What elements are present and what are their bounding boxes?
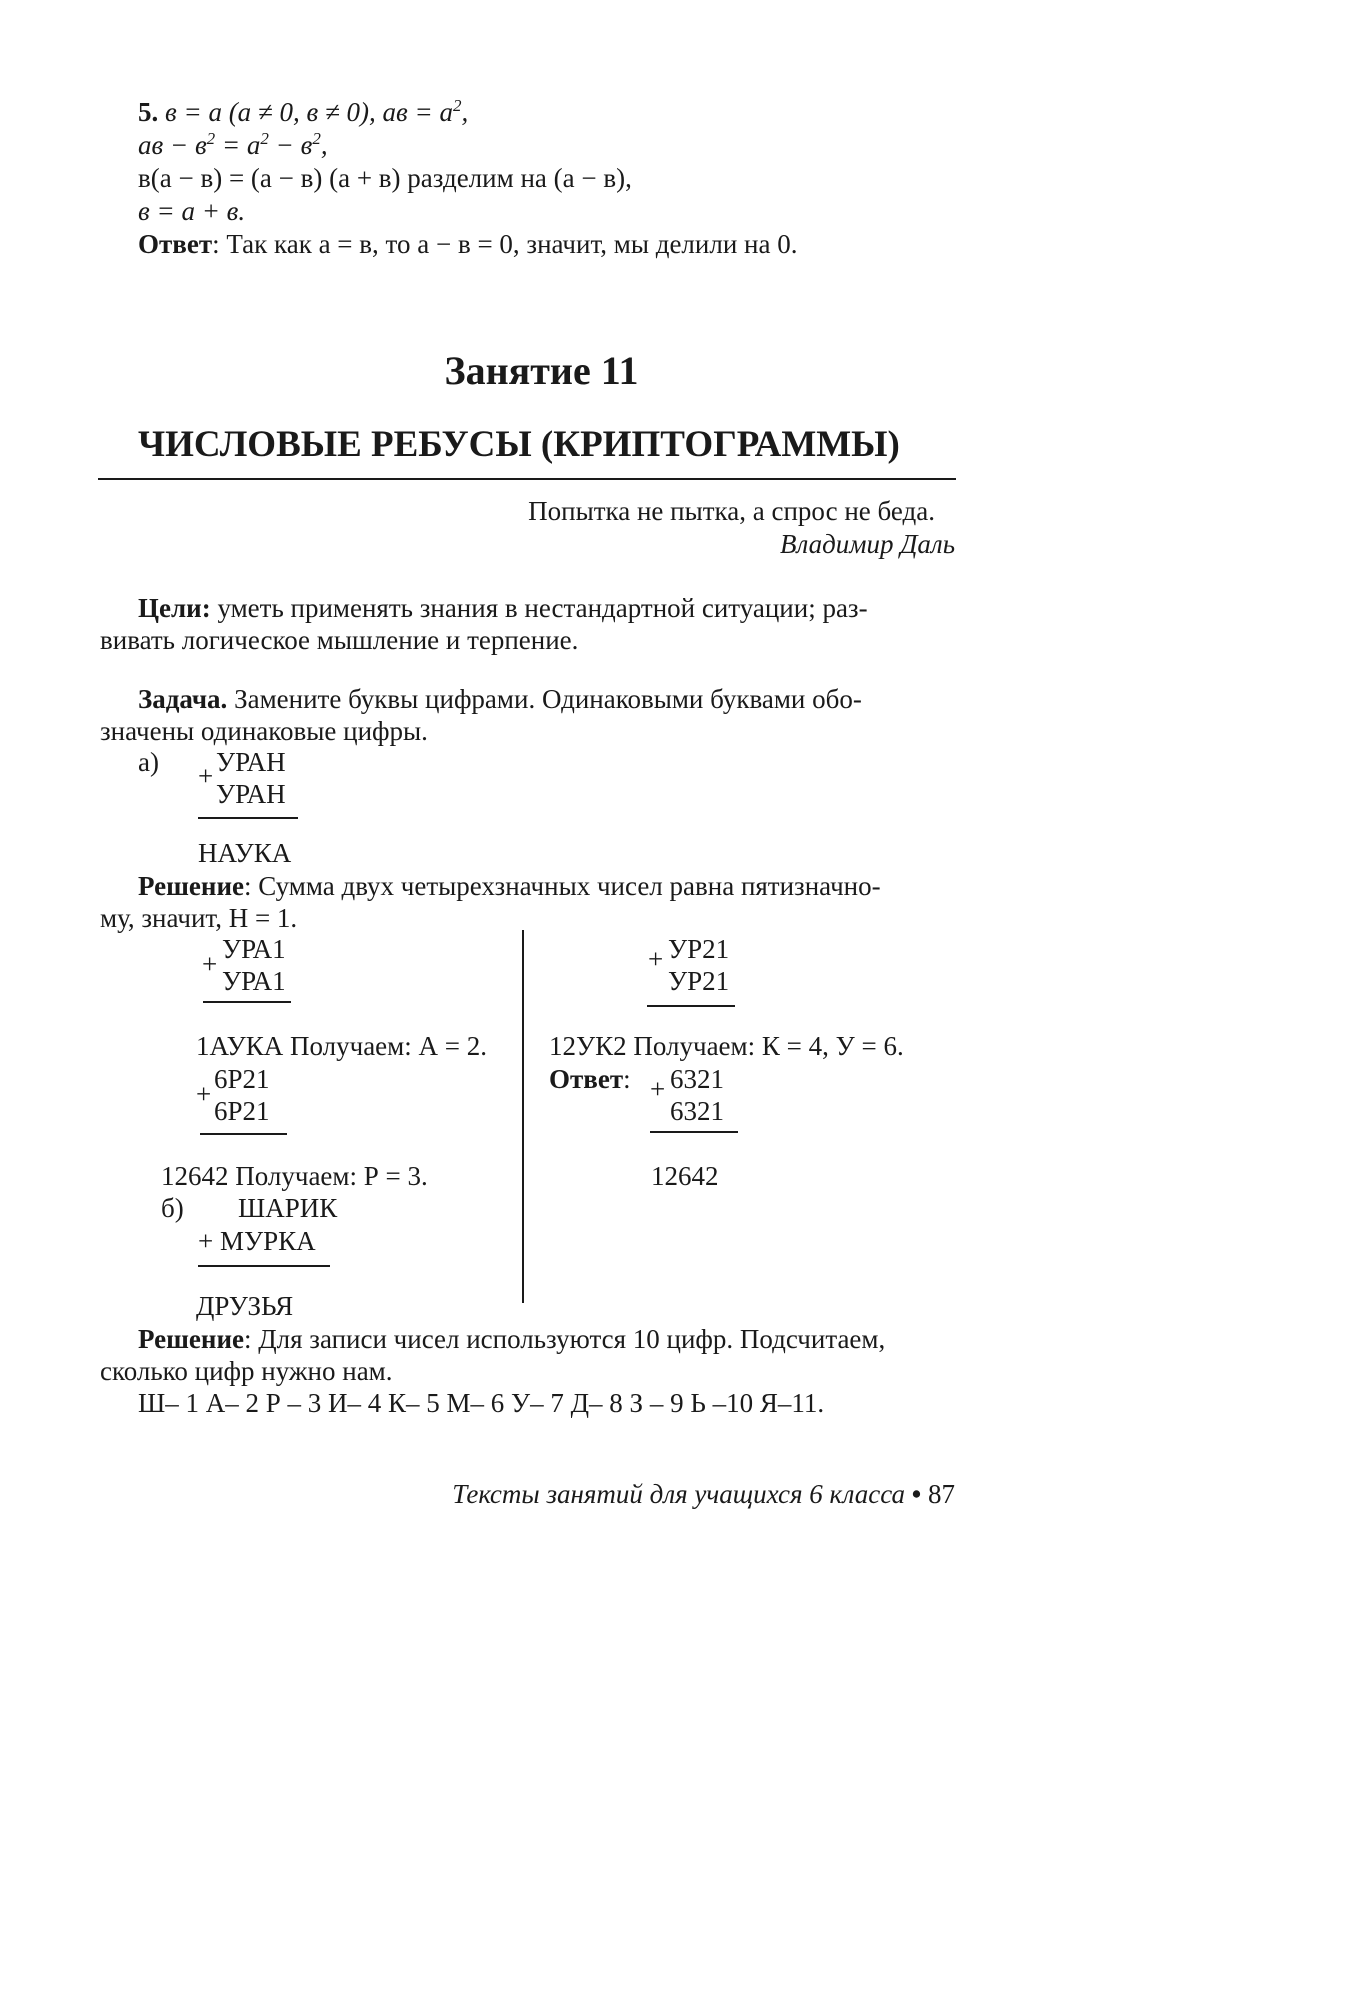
solution-label: Решение — [138, 871, 244, 901]
right-s2-top: 6321 — [670, 1064, 724, 1094]
solution-b-line2: сколько цифр нужно нам. — [100, 1356, 393, 1386]
left-s1-plus: + — [202, 949, 218, 979]
right-s2-result: 12642 — [651, 1161, 719, 1191]
item5-line2: ав − $в^2 = а^2 - в^2$, — [138, 129, 328, 160]
puzzle-a-result: НАУКА — [198, 838, 292, 868]
puzzle-b-result: ДРУЗЬЯ — [196, 1291, 294, 1321]
epigraph-author: Владимир Даль — [780, 529, 955, 559]
left-s1-result: 1АУКА Получаем: А = 2. — [196, 1031, 487, 1061]
left-s2-plus: + — [196, 1079, 212, 1109]
right-s2-rule — [650, 1131, 738, 1133]
right-s1-bottom: УР21 — [668, 966, 730, 996]
column-divider — [522, 930, 524, 1303]
right-answer: Ответ: — [549, 1064, 631, 1094]
left-s1-top: УРА1 — [222, 934, 286, 964]
right-s2-bottom: 6321 — [670, 1096, 724, 1126]
heading-rule — [98, 478, 956, 480]
puzzle-b-rule — [198, 1265, 330, 1267]
item5-number: 5. — [138, 97, 159, 127]
item5-line4: в = а + в. — [138, 196, 246, 226]
goals-label: Цели: — [138, 593, 211, 623]
goals-line1: Цели: уметь применять знания в нестандартной ситуации; раз- — [138, 593, 868, 623]
task-line1: Задача. Замените буквы цифрами. Одинаковыми буквами обо- — [138, 684, 862, 714]
left-s2-bottom: 6Р21 — [214, 1096, 270, 1126]
item5-answer: Ответ: Так как а = в, то а − в = 0, значит, мы делили на 0. — [138, 229, 798, 259]
footer-text: Тексты занятий для учащихся 6 класса — [452, 1479, 906, 1509]
puzzle-a-rule — [198, 817, 298, 819]
task-label: Задача. — [138, 684, 228, 714]
solution-b-line1: Решение: Для записи чисел используются 10 цифр. Подсчитаем, — [138, 1324, 886, 1354]
item5-line3: в(а − в) = (а − в) (а + в) разделим на (а − в), — [138, 163, 632, 193]
lesson-title: Занятие 11 — [444, 348, 639, 393]
solution-a-line2: му, значит, Н = 1. — [100, 903, 298, 933]
letter-digit-mapping: Ш– 1 А– 2 Р – 3 И– 4 К– 5 М– 6 У– 7 Д– 8 З – 9 Ь –10 Я–11. — [138, 1388, 825, 1418]
puzzle-b-bottom: + МУРКА — [198, 1226, 316, 1256]
puzzle-a-label: а) — [138, 747, 159, 777]
left-s2-rule — [200, 1133, 287, 1135]
solution-b-label: Решение — [138, 1324, 244, 1354]
solution-a-line1: Решение: Сумма двух четырехзначных чисел равна пятизначно- — [138, 871, 881, 901]
footer-bullet: • — [905, 1479, 928, 1509]
right-s1-result: 12УК2 Получаем: К = 4, У = 6. — [549, 1031, 904, 1061]
left-s2-result: 12642 Получаем: Р = 3. — [161, 1161, 428, 1191]
left-s1-bottom: УРА1 — [222, 966, 286, 996]
goals-line2: вивать логическое мышление и терпение. — [100, 625, 579, 655]
item5-line1: 5. в = а (а ≠ 0, в ≠ 0), ав = $а^2$, — [138, 96, 469, 127]
page-footer — [452, 1478, 955, 1510]
answer-label: Ответ — [138, 229, 213, 259]
lesson-heading: ЧИСЛОВЫЕ РЕБУСЫ (КРИПТОГРАММЫ) — [138, 424, 900, 465]
puzzle-a-bottom: УРАН — [216, 779, 286, 809]
left-s1-rule — [203, 1001, 291, 1003]
right-s1-rule — [647, 1005, 735, 1007]
epigraph: Попытка не пытка, а спрос не беда. — [528, 496, 935, 526]
task-line2: значены одинаковые цифры. — [100, 716, 428, 746]
right-s1-plus: + — [648, 944, 664, 974]
right-answer-label: Ответ — [549, 1064, 624, 1094]
left-s2-top: 6Р21 — [214, 1064, 270, 1094]
right-s1-top: УР21 — [668, 934, 730, 964]
puzzle-a-plus: + — [198, 761, 214, 791]
right-s2-plus: + — [650, 1074, 666, 1104]
puzzle-a-top: УРАН — [216, 747, 286, 777]
puzzle-b-label: б) — [161, 1193, 184, 1223]
puzzle-b-top: ШАРИК — [238, 1193, 338, 1223]
page-number: 87 — [928, 1479, 955, 1509]
